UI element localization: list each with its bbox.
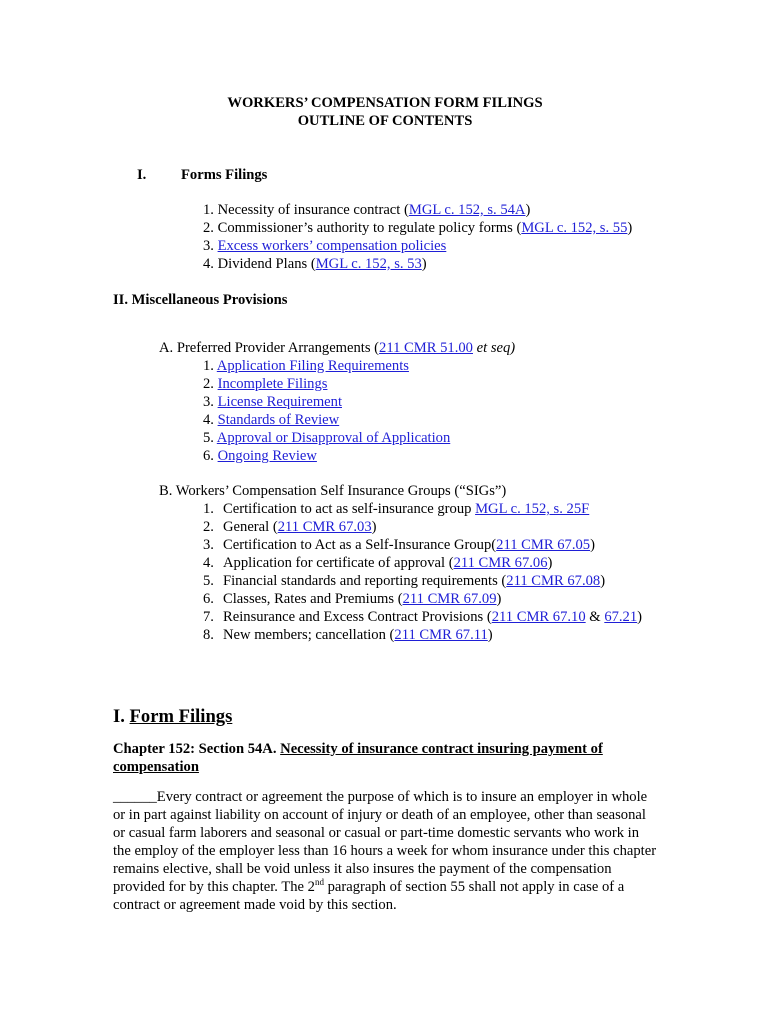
link-excess-policies[interactable]: Excess workers’ compensation policies xyxy=(217,238,447,254)
link-license-requirement[interactable]: License Requirement xyxy=(217,394,342,410)
chapter-heading-line2: compensation xyxy=(113,759,199,775)
link-application-filing[interactable]: Application Filing Requirements xyxy=(216,358,409,374)
subsection-b-item: 7. Reinsurance and Excess Contract Provisions (211 CMR 67.10 & 67.21) xyxy=(203,609,643,625)
subsection-a-item: 6. Ongoing Review xyxy=(203,448,317,464)
subsection-b-item: 2. General (211 CMR 67.03) xyxy=(203,519,377,535)
subsection-a-item: 3. License Requirement xyxy=(203,394,342,410)
section2-title: II. Miscellaneous Provisions xyxy=(113,292,288,308)
subsection-b-item: 8. New members; cancellation (211 CMR 67.11) xyxy=(203,627,493,643)
link-211-cmr-67-11[interactable]: 211 CMR 67.11 xyxy=(394,627,488,643)
subsection-b-item: 6. Classes, Rates and Premiums (211 CMR 67.09) xyxy=(203,591,502,607)
link-mgl-54a[interactable]: MGL c. 152, s. 54A xyxy=(408,202,526,218)
section1-numeral: I. xyxy=(137,167,147,183)
link-approval-disapproval[interactable]: Approval or Disapproval of Application xyxy=(216,430,451,446)
subsection-b-title: B. Workers’ Compensation Self Insurance Groups (“SIGs”) xyxy=(159,483,507,499)
subsection-b-item: 4. Application for certificate of approval (211 CMR 67.06) xyxy=(203,555,553,571)
subsection-a-title: A. Preferred Provider Arrangements (211 CMR 51.00 et seq) xyxy=(159,340,516,356)
document-title-line2: OUTLINE OF CONTENTS xyxy=(297,113,473,129)
link-211-cmr-67-06[interactable]: 211 CMR 67.06 xyxy=(453,555,548,571)
subsection-a-item: 2. Incomplete Filings xyxy=(203,376,328,392)
section1-item: 3. Excess workers’ compensation policies xyxy=(203,238,447,254)
link-211-cmr-67-10[interactable]: 211 CMR 67.10 xyxy=(491,609,586,625)
subsection-a-item: 5. Approval or Disapproval of Application xyxy=(203,430,451,446)
section1-item: 1. Necessity of insurance contract (MGL c. 152, s. 54A) xyxy=(203,202,531,218)
subsection-b-item: 5. Financial standards and reporting requirements (211 CMR 67.08) xyxy=(203,573,606,589)
link-standards-review[interactable]: Standards of Review xyxy=(217,412,340,428)
link-211-cmr-67-08[interactable]: 211 CMR 67.08 xyxy=(506,573,601,589)
section1-title: Forms Filings xyxy=(181,167,268,183)
subsection-b-item: 3. Certification to Act as a Self-Insurance Group(211 CMR 67.05) xyxy=(203,537,595,553)
section1-item: 2. Commissioner’s authority to regulate policy forms (MGL c. 152, s. 55) xyxy=(203,220,633,236)
link-mgl-55[interactable]: MGL c. 152, s. 55 xyxy=(521,220,628,236)
subsection-a-item: 1. Application Filing Requirements xyxy=(203,358,409,374)
document-title-line1: WORKERS’ COMPENSATION FORM FILINGS xyxy=(227,95,543,111)
link-mgl-53[interactable]: MGL c. 152, s. 53 xyxy=(315,256,422,272)
link-211-cmr-67-05[interactable]: 211 CMR 67.05 xyxy=(496,537,591,553)
section1-item: 4. Dividend Plans (MGL c. 152, s. 53) xyxy=(203,256,427,272)
link-mgl-25f[interactable]: MGL c. 152, s. 25F xyxy=(475,501,590,517)
section-54a-paragraph: ______Every contract or agreement the purpose of which is to insure an employer in whole or in part against liability on account of injury or death of an employee, other than seasonal or casual farm laborers and seasonal or casual or part-time domestic servants who work in the employ of the employer less than 16 hours a week for whom insurance under this chapter remains elective, shall be void unless it also insures the payment of the compensation provided for by this chapter. The 2nd paragraph of section 55 shall not apply in case of a contract or agreement made void by this section. xyxy=(113,789,657,913)
link-ongoing-review[interactable]: Ongoing Review xyxy=(217,448,317,464)
link-67-21[interactable]: 67.21 xyxy=(604,609,638,625)
link-incomplete-filings[interactable]: Incomplete Filings xyxy=(217,376,328,392)
link-211-cmr-67-03[interactable]: 211 CMR 67.03 xyxy=(277,519,372,535)
subsection-a-item: 4. Standards of Review xyxy=(203,412,340,428)
chapter-heading-line1: Chapter 152: Section 54A. Necessity of insurance contract insuring payment of xyxy=(113,741,603,757)
form-filings-heading: I. Form Filings xyxy=(113,706,233,727)
link-211-cmr-51[interactable]: 211 CMR 51.00 xyxy=(379,340,473,356)
link-211-cmr-67-09[interactable]: 211 CMR 67.09 xyxy=(402,591,497,607)
subsection-b-item: 1. Certification to act as self-insurance group MGL c. 152, s. 25F xyxy=(203,501,590,517)
